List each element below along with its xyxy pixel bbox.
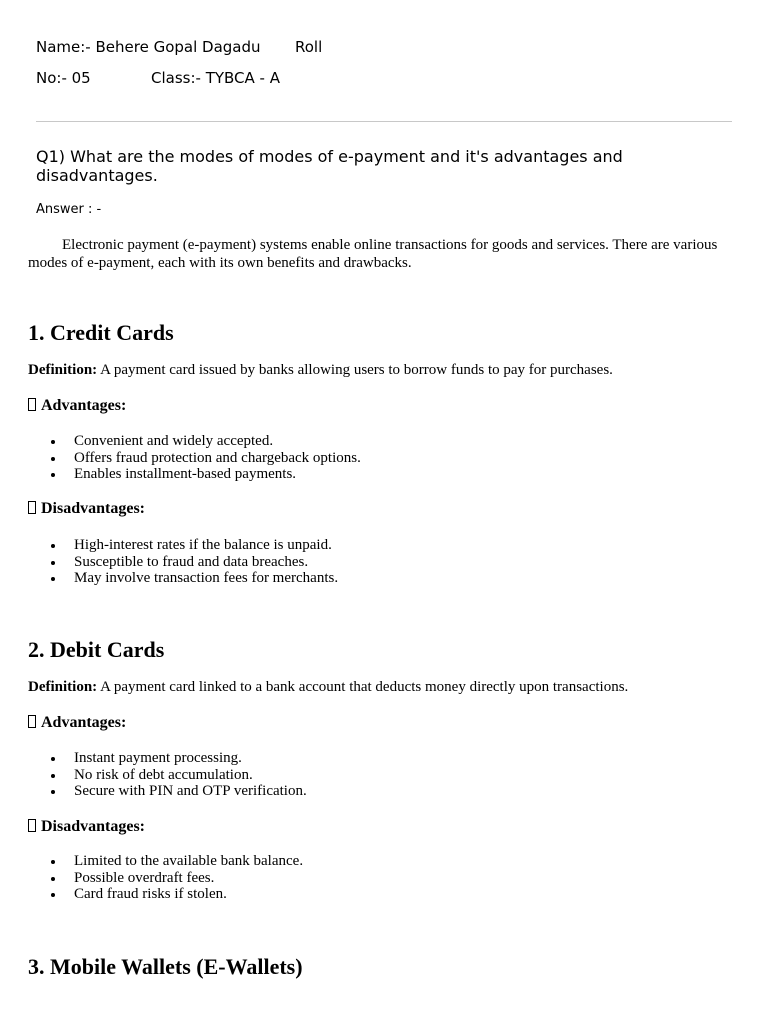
question-text: Q1) What are the modes of modes of e-payment and it's advantages and disadvantages. — [36, 147, 623, 185]
list-item: High-interest rates if the balance is unpaid. — [48, 537, 338, 554]
disadvantages-list — [48, 537, 338, 587]
definition-label: Definition: — [28, 362, 98, 378]
list-item: Secure with PIN and OTP verification. — [48, 783, 307, 800]
definition-credit-cards — [28, 362, 613, 379]
list-item: Enables installment-based payments. — [48, 466, 361, 483]
student-name: Name:- Behere Gopal Dagadu — [36, 38, 261, 56]
list-item: Susceptible to fraud and data breaches. — [48, 554, 338, 571]
advantages-list — [48, 433, 361, 483]
list-item: Card fraud risks if stolen. — [48, 886, 303, 903]
definition-text: A payment card issued by banks allowing users to borrow funds to pay for purchases. — [100, 362, 613, 378]
list-item: Offers fraud protection and chargeback options. — [48, 450, 361, 467]
advantages-heading — [28, 714, 126, 732]
missing-glyph-icon — [28, 501, 36, 514]
section-heading-mobile-wallets: 3. Mobile Wallets (E-Wallets) — [28, 954, 303, 979]
advantages-label: Advantages: — [41, 714, 127, 731]
missing-glyph-icon — [28, 398, 36, 411]
advantages-heading — [28, 397, 126, 415]
list-item: Limited to the available bank balance. — [48, 853, 303, 870]
advantages-label: Advantages: — [41, 397, 127, 414]
section-heading-debit-cards: 2. Debit Cards — [28, 637, 165, 662]
class-label: Class:- TYBCA - A — [151, 69, 280, 87]
definition-label: Definition: — [28, 679, 98, 695]
section-heading-credit-cards: 1. Credit Cards — [28, 320, 174, 345]
definition-debit-cards — [28, 679, 628, 696]
missing-glyph-icon — [28, 715, 36, 728]
list-item: Possible overdraft fees. — [48, 870, 303, 887]
roll-number: No:- 05 — [36, 69, 91, 87]
divider — [36, 121, 732, 122]
disadvantages-label: Disadvantages: — [41, 500, 146, 517]
missing-glyph-icon — [28, 819, 36, 832]
roll-label: Roll — [295, 38, 323, 56]
list-item: May involve transaction fees for merchants. — [48, 570, 338, 587]
disadvantages-label: Disadvantages: — [41, 818, 146, 835]
disadvantages-heading — [28, 818, 145, 836]
disadvantages-list — [48, 853, 303, 903]
list-item: No risk of debt accumulation. — [48, 767, 307, 784]
advantages-list — [48, 750, 307, 800]
definition-text: A payment card linked to a bank account that deducts money directly upon transactions. — [100, 679, 629, 695]
list-item: Convenient and widely accepted. — [48, 433, 361, 450]
answer-label: Answer : - — [36, 202, 102, 217]
list-item: Instant payment processing. — [48, 750, 307, 767]
disadvantages-heading — [28, 500, 145, 518]
intro-paragraph: Electronic payment (e-payment) systems enable online transactions for goods and services. There are various modes of e-payment, each with its own benefits and drawbacks. — [28, 237, 718, 271]
